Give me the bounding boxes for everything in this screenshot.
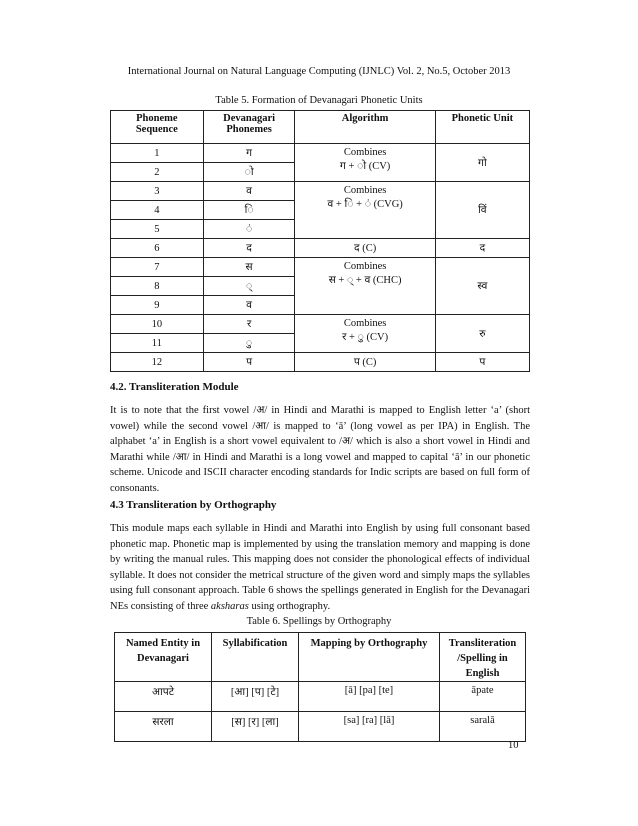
table-row [115,712,526,742]
phonetic-unit-cell: विं [435,182,529,239]
table6-header-syllabification: Syllabification [212,633,299,682]
page-number: 10 [508,740,519,751]
phoneme-cell: ं [203,220,295,239]
table-row [111,353,530,372]
table6-caption: Table 6. Spellings by Orthography [246,616,392,627]
algorithm-combines: Combines [343,318,387,329]
algorithm-formula: प (C) [295,353,435,372]
algorithm-combines: Combines [343,185,387,196]
algorithm-formula: व + ि + ं (CVG) [327,199,403,210]
table-row [111,182,530,201]
table5-phonetic-units [110,110,530,372]
sequence-cell: 6 [111,239,204,258]
table5-header-phonemes: Devanagari Phonemes [203,111,295,144]
aksharas-term: aksharas [210,600,249,612]
algorithm-formula: स + ् + व (CHC) [328,275,402,286]
phoneme-cell: ग [203,144,295,163]
section-4-3-paragraph [110,521,530,614]
phoneme-cell: व [203,296,295,315]
phonetic-unit-cell: रु [435,315,529,353]
mapping-cell: [ā] [pa] [te] [299,682,440,712]
sequence-cell: 12 [111,353,204,372]
table5-header-row [111,111,530,144]
sequence-cell: 10 [111,315,204,334]
phoneme-cell: प [203,353,295,372]
table-row [111,315,530,334]
table6-header-row [115,633,526,682]
phoneme-cell: ु [203,334,295,353]
section-4-2-heading: 4.2. Transliteration Module [110,381,239,393]
algorithm-formula: द (C) [295,239,435,258]
algorithm-formula: ग + ो (CV) [339,161,391,172]
section-4-3-heading: 4.3 Transliteration by Orthography [110,499,277,511]
table-row [111,239,530,258]
phonetic-unit-cell: प [435,353,529,372]
table5-caption: Table 5. Formation of Devanagari Phonetic Units [215,95,423,106]
sequence-cell: 8 [111,277,204,296]
table-row [111,258,530,277]
sequence-cell: 1 [111,144,204,163]
table6-header-entity: Named Entity in Devanagari [115,633,212,682]
section-4-2-paragraph: It is to note that the first vowel /अ/ in Hindi and Marathi is mapped to English letter ‘a’ (short vowel) while the second vowel /आ/ is mapped to ‘ā’ (long vowel as per IPA) in English. The alphabet ‘a’ in English is a short vowel equivalent to /अ/ which is also a short vowel in Hindi and Marathi while /आ/ in Hindi and Marathi is a long vowel and mapped to capital ‘ā’ in our phonetic scheme. Unicode and ISCII character encoding standards for Indic scripts are based on full form of consonants. [110,405,530,494]
table5-header-algorithm: Algorithm [295,111,435,144]
algorithm-combines: Combines [343,261,387,272]
algorithm-cell [295,182,435,239]
table6-header-spelling: Transliteration /Spelling in English [440,633,526,682]
table-row [111,144,530,163]
mapping-cell: [sa] [ra] [lā] [299,712,440,742]
phoneme-cell: स [203,258,295,277]
phonetic-unit-cell: गो [435,144,529,182]
phoneme-cell: द [203,239,295,258]
algorithm-cell [295,144,435,182]
phoneme-cell: व [203,182,295,201]
sequence-cell: 9 [111,296,204,315]
entity-cell: सरला [115,712,212,742]
sequence-cell: 11 [111,334,204,353]
journal-header: International Journal on Natural Language Computing (IJNLC) Vol. 2, No.5, October 2013 [127,66,511,77]
sequence-cell: 2 [111,163,204,182]
syllables-cell: [स] [र] [ला] [212,712,299,742]
table-row [115,682,526,712]
sequence-cell: 5 [111,220,204,239]
sequence-cell: 7 [111,258,204,277]
algorithm-formula: र + ु (CV) [342,332,389,343]
paragraph-text: This module maps each syllable in Hindi and Marathi into English by using full consonant based phonetic map. Phonetic map is implemented by using the translation memory and mapping is done by writing the manual rules. This mapping does not consider the phonological effects of individual syllable. It does not consider the metrical structure of the given word and simply maps the syllables using full consonant approach. Table 6 shows the spellings generated in English for the Devanagari NEs consisting of three [110,523,530,612]
paragraph-text: using orthography. [248,600,331,612]
algorithm-cell [295,258,435,315]
syllables-cell: [आ] [प] [टे] [212,682,299,712]
spelling-cell: āpate [440,682,526,712]
table5-header-sequence: Phoneme Sequence [111,111,204,144]
sequence-cell: 3 [111,182,204,201]
phonetic-unit-cell: द [435,239,529,258]
table6-header-mapping: Mapping by Orthography [299,633,440,682]
algorithm-combines: Combines [343,147,387,158]
entity-cell: आपटे [115,682,212,712]
spelling-cell: saralā [440,712,526,742]
algorithm-cell [295,315,435,353]
table6-spellings [114,632,526,742]
phoneme-cell: ि [203,201,295,220]
phoneme-cell: र [203,315,295,334]
table5-header-unit: Phonetic Unit [435,111,529,144]
phoneme-cell: ो [203,163,295,182]
phoneme-cell: ् [203,277,295,296]
phonetic-unit-cell: स्व [435,258,529,315]
sequence-cell: 4 [111,201,204,220]
